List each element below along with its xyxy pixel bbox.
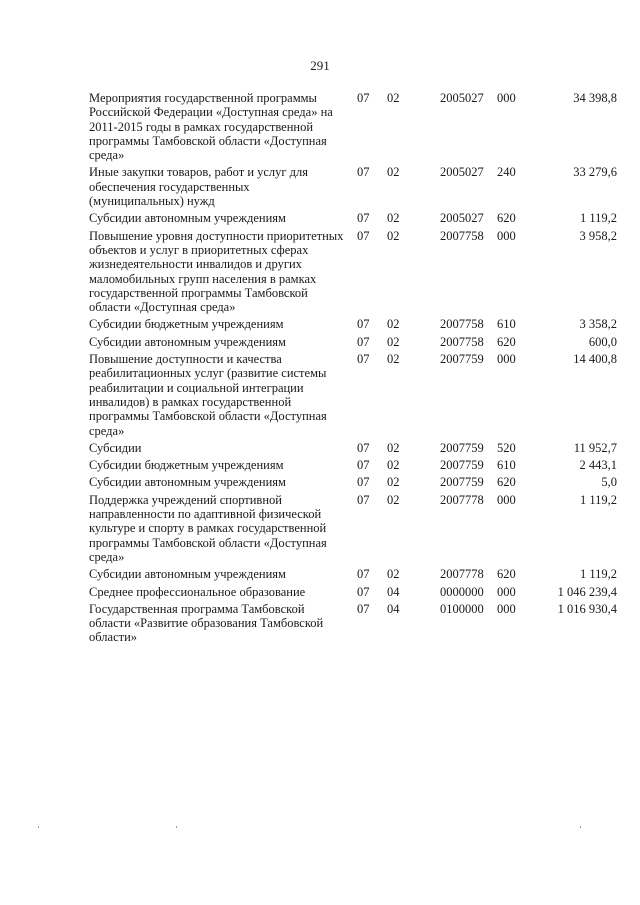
- row-target: 2007759: [440, 352, 484, 367]
- table-row: [89, 165, 617, 211]
- row-name: Субсидии автономным учреждениям: [89, 567, 286, 582]
- row-kind: 000: [497, 228, 516, 243]
- row-amount: 3 958,2: [579, 228, 617, 243]
- row-target: 0100000: [440, 601, 484, 616]
- table-row: [89, 475, 617, 492]
- row-subsection: 02: [387, 440, 400, 455]
- row-amount: 1 016 930,4: [557, 601, 617, 616]
- row-subsection: 02: [387, 567, 400, 582]
- row-section: 07: [357, 165, 370, 180]
- row-subsection: 04: [387, 584, 400, 599]
- row-section: 07: [357, 567, 370, 582]
- row-kind: 000: [497, 492, 516, 507]
- row-kind: 620: [497, 211, 516, 226]
- scan-speck: [38, 826, 39, 828]
- row-target: 2007759: [440, 458, 484, 473]
- row-amount: 11 952,7: [573, 440, 617, 455]
- row-target: 2005027: [440, 91, 484, 105]
- budget-table: [89, 91, 617, 648]
- row-subsection: 02: [387, 211, 400, 226]
- row-section: 07: [357, 492, 370, 507]
- row-section: 07: [357, 458, 370, 473]
- table-row: [89, 335, 617, 352]
- row-name: Субсидии бюджетным учреждениям: [89, 458, 284, 473]
- table-row: [89, 352, 617, 441]
- row-kind: 620: [497, 334, 516, 349]
- row-section: 07: [357, 352, 370, 367]
- row-name: Повышение уровня доступности приоритетных объектов и услуг в приоритетных сферах жизнедеятельности инвалидов и других маломобильных групп населения в рамках государственной программы Тамбовской области «Доступная среда»: [89, 228, 344, 315]
- row-amount: 34 398,8: [573, 91, 617, 105]
- row-section: 07: [357, 211, 370, 226]
- row-subsection: 04: [387, 601, 400, 616]
- row-subsection: 02: [387, 165, 400, 180]
- row-kind: 620: [497, 475, 516, 490]
- row-amount: 2 443,1: [579, 458, 617, 473]
- row-kind: 520: [497, 440, 516, 455]
- row-subsection: 02: [387, 91, 400, 105]
- scan-speck: [176, 826, 177, 828]
- row-name: Субсидии: [89, 440, 142, 455]
- row-section: 07: [357, 228, 370, 243]
- row-target: 2007759: [440, 440, 484, 455]
- table-row: [89, 602, 617, 648]
- table-row: [89, 229, 617, 318]
- row-name: Поддержка учреждений спортивной направленности по адаптивной физической культуре и спорту в рамках государственной программы Тамбовской области «Доступная среда»: [89, 492, 327, 564]
- row-name: Государственная программа Тамбовской области «Развитие образования Тамбовской области»: [89, 601, 324, 645]
- row-subsection: 02: [387, 334, 400, 349]
- row-kind: 610: [497, 458, 516, 473]
- row-target: 2007758: [440, 228, 484, 243]
- table-row: [89, 585, 617, 602]
- row-amount: 1 119,2: [579, 492, 617, 507]
- row-subsection: 02: [387, 317, 400, 332]
- row-amount: 1 046 239,4: [557, 584, 617, 599]
- row-section: 07: [357, 91, 370, 105]
- row-subsection: 02: [387, 475, 400, 490]
- row-name: Среднее профессиональное образование: [89, 584, 306, 599]
- row-name: Мероприятия государственной программы Российской Федерации «Доступная среда» на 2011-2015 годы в рамках государственной программы Тамбовской области «Доступная среда»: [89, 91, 333, 163]
- row-kind: 000: [497, 352, 516, 367]
- table-row: [89, 458, 617, 475]
- page-number: 291: [310, 58, 330, 73]
- row-name: Субсидии автономным учреждениям: [89, 211, 286, 226]
- row-section: 07: [357, 440, 370, 455]
- row-kind: 000: [497, 91, 516, 105]
- row-section: 07: [357, 601, 370, 616]
- row-target: 2005027: [440, 211, 484, 226]
- row-section: 07: [357, 584, 370, 599]
- row-target: 2007759: [440, 475, 484, 490]
- table-row: [89, 567, 617, 584]
- row-kind: 000: [497, 601, 516, 616]
- row-section: 07: [357, 475, 370, 490]
- row-subsection: 02: [387, 458, 400, 473]
- row-name: Повышение доступности и качества реабилитационных услуг (развитие системы реабилитации и социальной интеграции инвалидов) в рамках государственной программы Тамбовской области «Доступная среда»: [89, 352, 327, 438]
- scan-speck: [580, 826, 581, 828]
- table-row: [89, 441, 617, 458]
- row-section: 07: [357, 334, 370, 349]
- row-subsection: 02: [387, 492, 400, 507]
- row-amount: 33 279,6: [573, 165, 617, 180]
- row-subsection: 02: [387, 228, 400, 243]
- row-name: Субсидии бюджетным учреждениям: [89, 317, 284, 332]
- row-target: 2005027: [440, 165, 484, 180]
- row-target: 2007778: [440, 492, 484, 507]
- row-kind: 240: [497, 165, 516, 180]
- row-target: 2007758: [440, 334, 484, 349]
- row-amount: 1 119,2: [579, 567, 617, 582]
- table-row: [89, 211, 617, 228]
- row-amount: 14 400,8: [573, 352, 617, 367]
- row-target: 2007758: [440, 317, 484, 332]
- row-amount: 600,0: [588, 334, 617, 349]
- row-section: 07: [357, 317, 370, 332]
- row-subsection: 02: [387, 352, 400, 367]
- table-row: [89, 317, 617, 334]
- row-target: 0000000: [440, 584, 484, 599]
- row-kind: 000: [497, 584, 516, 599]
- row-kind: 610: [497, 317, 516, 332]
- table-row: [89, 493, 617, 567]
- row-name: Субсидии автономным учреждениям: [89, 334, 286, 349]
- table-body: [89, 91, 617, 648]
- row-name: Иные закупки товаров, работ и услуг для обеспечения государственных (муниципальных) нужд: [89, 165, 309, 209]
- row-target: 2007778: [440, 567, 484, 582]
- row-name: Субсидии автономным учреждениям: [89, 475, 286, 490]
- row-amount: 3 358,2: [579, 317, 617, 332]
- row-amount: 5,0: [601, 475, 617, 490]
- row-amount: 1 119,2: [579, 211, 617, 226]
- table-row: [89, 91, 617, 165]
- row-kind: 620: [497, 567, 516, 582]
